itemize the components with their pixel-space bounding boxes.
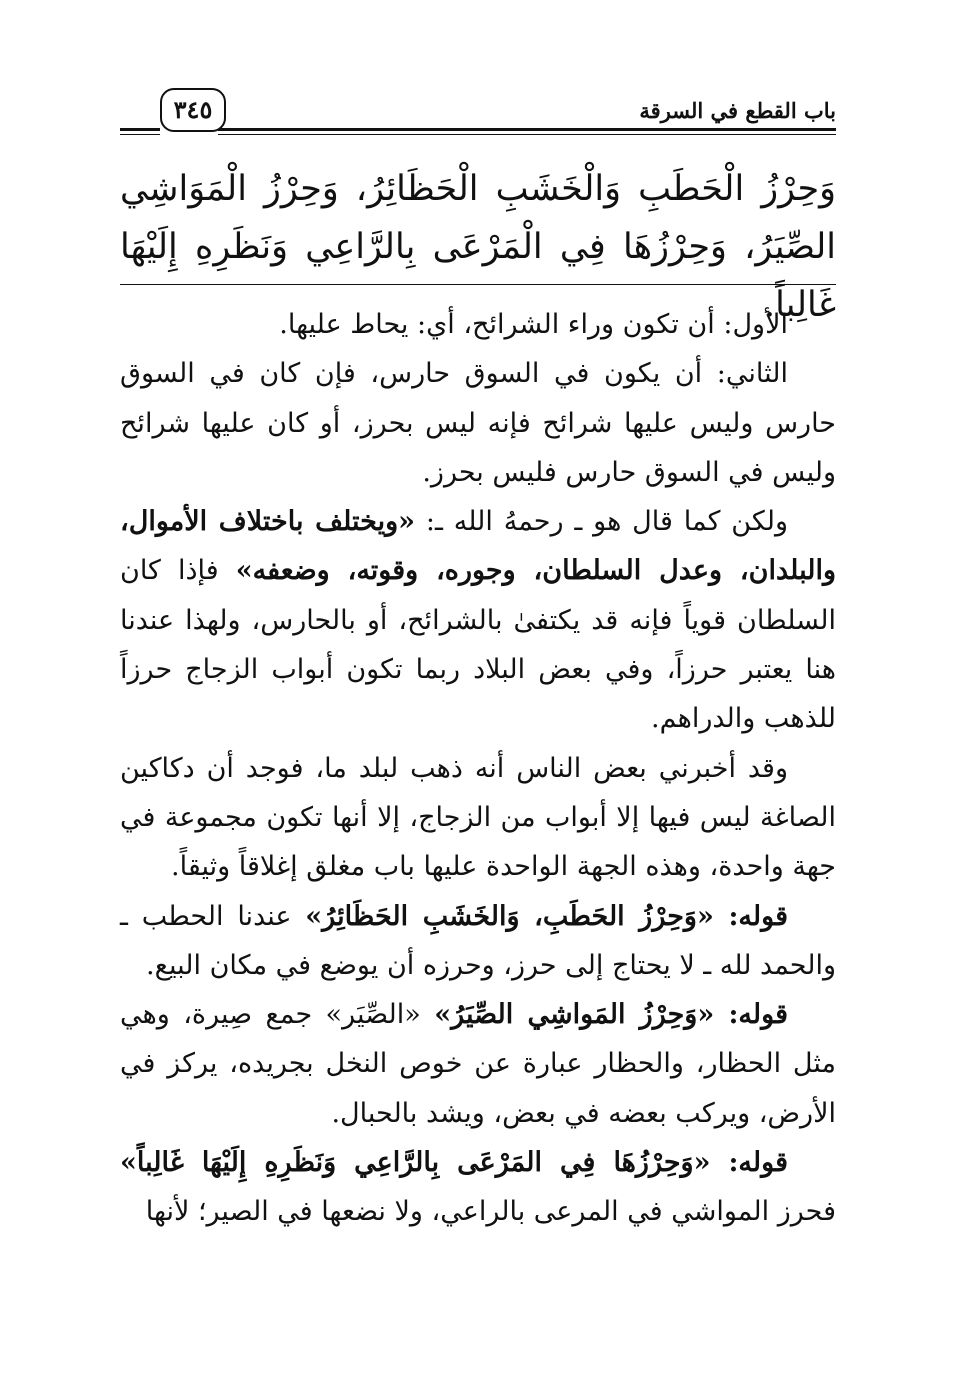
paragraph-5 xyxy=(120,892,836,991)
paragraph-3-intro: ولكن كما قال هو ـ رحمهُ الله ـ: xyxy=(415,506,789,538)
paragraph-2: الثاني: أن يكون في السوق حارس، فإن كان في السوق حارس وليس عليها شرائح فإنه ليس بحرز، أو كان عليها شرائح وليس في السوق حارس فليس بحرز. xyxy=(120,358,836,488)
header-rule-thin xyxy=(218,134,836,135)
paragraph-7-body: فحرز المواشي في المرعى بالراعي، ولا نضعها في الصير؛ لأنها xyxy=(145,1196,836,1228)
page-number: ٣٤٥ xyxy=(160,88,226,132)
qawluhu-label: قوله: xyxy=(728,999,788,1031)
quoted-matn: «وَحِرْزُ المَواشِي الصِّيَرُ» xyxy=(434,999,729,1031)
paragraph-6 xyxy=(120,990,836,1138)
matn-text: وَحِرْزُ الْحَطَبِ وَالْخَشَبِ الْحَظَائِرُ، وَحِرْزُ الْمَوَاشِي الصِّيَرُ، وَحِرْزُهَا فِي الْمَرْعَى بِالرَّاعِي وَنَظَرِهِ إِلَيْهَا غَالِباً. xyxy=(120,169,836,325)
paragraph-7 xyxy=(120,1138,836,1237)
paragraph-5-body: عندنا الحطب ـ والحمد لله ـ لا يحتاج إلى حرز، وحرزه أن يوضع في مكان البيع. xyxy=(120,900,836,981)
paragraph-3-body: فإذا كان السلطان قوياً فإنه قد يكتفىٰ بالشرائح، أو بالحارس، ولهذا عندنا هنا يعتبر حرزاً، وفي بعض البلاد ربما تكون أبواب الزجاج حرزاً للذهب والدراهم. xyxy=(120,555,836,735)
paragraph-6-body: «الصِّيَر» جمع صِيرة، وهي مثل الحظار، والحظار عبارة عن خوص النخل بجريده، يركز في الأرض، ويركب بعضه في بعض، ويشد بالحبال. xyxy=(120,999,836,1129)
qawluhu-label: قوله: xyxy=(728,1147,788,1179)
page-header xyxy=(120,88,836,148)
qawluhu-label: قوله: xyxy=(728,900,788,932)
commentary xyxy=(120,300,836,1237)
chapter-title: باب القطع في السرقة xyxy=(639,98,836,123)
header-rule-left xyxy=(120,128,160,131)
paragraph-3 xyxy=(120,497,836,743)
quoted-matn: «وَحِرْزُهَا فِي المَرْعَى بِالرَّاعِي وَنَظَرِهِ إِلَيْهَا غَالِباً» xyxy=(120,1147,729,1179)
matn-divider xyxy=(120,284,836,285)
paragraph-4: وقد أخبرني بعض الناس أنه ذهب لبلد ما، فوجد أن دكاكين الصاغة ليس فيها إلا أبواب من الزجاج، إلا أنها تكون مجموعة في جهة واحدة، وهذه الجهة الواحدة عليها باب مغلق إغلاقاً وثيقاً. xyxy=(120,752,836,883)
paragraph-1: الأول: أن تكون وراء الشرائح، أي: يحاط عليها. xyxy=(279,309,788,340)
quoted-matn: «وَحِرْزُ الحَطَبِ، وَالخَشَبِ الحَظَائِرُ» xyxy=(305,900,729,932)
header-rule xyxy=(218,128,836,131)
quoted-matn: «ويختلف باختلاف الأموال، والبلدان، وعدل السلطان، وجوره، وقوته، وضعفه» xyxy=(120,506,837,587)
header-rule-left-thin xyxy=(120,134,160,135)
